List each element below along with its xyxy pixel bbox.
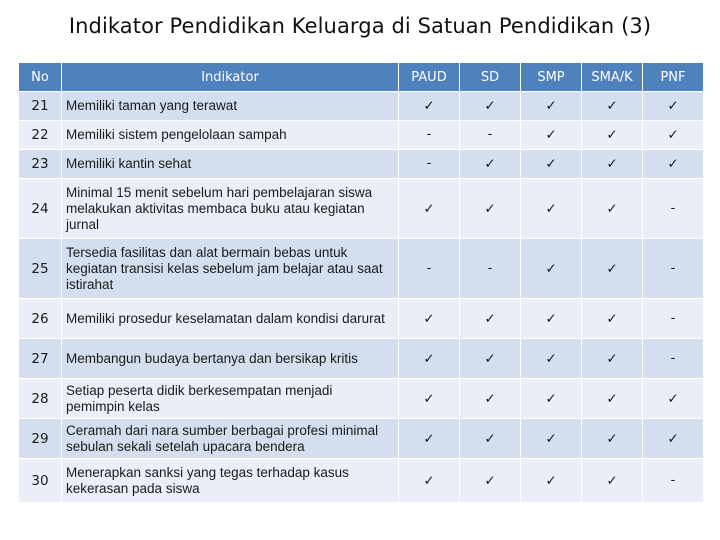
row-indicator-text: Ceramah dari nara sumber berbagai profesi minimal sebulan sekali setelah upacara bendera — [62, 419, 398, 458]
check-icon-smak: ✓ — [582, 150, 642, 178]
check-icon-smp: ✓ — [521, 92, 581, 120]
check-icon-smp: ✓ — [521, 299, 581, 338]
dash-mark-pnf: - — [643, 339, 703, 378]
check-icon-smak: ✓ — [582, 92, 642, 120]
header-indikator: Indikator — [62, 63, 398, 91]
row-indicator-text: Memiliki kantin sehat — [62, 150, 398, 178]
row-indicator-text: Memiliki sistem pengelolaan sampah — [62, 121, 398, 149]
table-row — [19, 459, 703, 502]
check-icon-smak: ✓ — [582, 419, 642, 458]
check-icon-smp: ✓ — [521, 379, 581, 418]
header-no: No — [19, 63, 61, 91]
table-header-row — [19, 63, 703, 91]
table-row — [19, 179, 703, 238]
indicator-table — [18, 62, 704, 503]
check-icon-smak: ✓ — [582, 379, 642, 418]
check-icon-pnf: ✓ — [643, 150, 703, 178]
dash-mark-paud: - — [399, 239, 459, 298]
header-smak: SMA/K — [582, 63, 642, 91]
row-number: 25 — [19, 239, 61, 298]
row-number: 27 — [19, 339, 61, 378]
check-icon-smp: ✓ — [521, 179, 581, 238]
row-number: 29 — [19, 419, 61, 458]
check-icon-sd: ✓ — [460, 379, 520, 418]
row-number: 30 — [19, 459, 61, 502]
check-icon-paud: ✓ — [399, 419, 459, 458]
dash-mark-paud: - — [399, 121, 459, 149]
check-icon-smp: ✓ — [521, 459, 581, 502]
row-indicator-text: Memiliki prosedur keselamatan dalam kondisi darurat — [62, 299, 398, 338]
row-indicator-text: Tersedia fasilitas dan alat bermain bebas untuk kegiatan transisi kelas sebelum jam belajar atau saat istirahat — [62, 239, 398, 298]
check-icon-smak: ✓ — [582, 179, 642, 238]
table-row — [19, 379, 703, 418]
row-indicator-text: Memiliki taman yang terawat — [62, 92, 398, 120]
check-icon-paud: ✓ — [399, 339, 459, 378]
check-icon-smak: ✓ — [582, 459, 642, 502]
check-icon-paud: ✓ — [399, 379, 459, 418]
check-icon-paud: ✓ — [399, 92, 459, 120]
check-icon-sd: ✓ — [460, 150, 520, 178]
row-indicator-text: Setiap peserta didik berkesempatan menjadi pemimpin kelas — [62, 379, 398, 418]
table-body — [19, 92, 703, 502]
check-icon-pnf: ✓ — [643, 379, 703, 418]
table-row — [19, 299, 703, 338]
table-row — [19, 339, 703, 378]
check-icon-smp: ✓ — [521, 150, 581, 178]
header-pnf: PNF — [643, 63, 703, 91]
dash-mark-pnf: - — [643, 239, 703, 298]
check-icon-pnf: ✓ — [643, 419, 703, 458]
dash-mark-sd: - — [460, 239, 520, 298]
table-row — [19, 121, 703, 149]
check-icon-sd: ✓ — [460, 179, 520, 238]
check-icon-pnf: ✓ — [643, 92, 703, 120]
check-icon-smp: ✓ — [521, 339, 581, 378]
header-sd: SD — [460, 63, 520, 91]
check-icon-sd: ✓ — [460, 339, 520, 378]
check-icon-smp: ✓ — [521, 419, 581, 458]
row-indicator-text: Membangun budaya bertanya dan bersikap kritis — [62, 339, 398, 378]
dash-mark-pnf: - — [643, 179, 703, 238]
row-indicator-text: Menerapkan sanksi yang tegas terhadap kasus kekerasan pada siswa — [62, 459, 398, 502]
check-icon-smp: ✓ — [521, 121, 581, 149]
table-row — [19, 150, 703, 178]
check-icon-paud: ✓ — [399, 459, 459, 502]
check-icon-smak: ✓ — [582, 339, 642, 378]
header-paud: PAUD — [399, 63, 459, 91]
row-number: 24 — [19, 179, 61, 238]
row-number: 28 — [19, 379, 61, 418]
row-number: 22 — [19, 121, 61, 149]
check-icon-pnf: ✓ — [643, 121, 703, 149]
check-icon-paud: ✓ — [399, 179, 459, 238]
row-number: 26 — [19, 299, 61, 338]
check-icon-sd: ✓ — [460, 459, 520, 502]
check-icon-sd: ✓ — [460, 419, 520, 458]
dash-mark-pnf: - — [643, 459, 703, 502]
row-indicator-text: Minimal 15 menit sebelum hari pembelajaran siswa melakukan aktivitas membaca buku atau kegiatan jurnal — [62, 179, 398, 238]
dash-mark-paud: - — [399, 150, 459, 178]
check-icon-sd: ✓ — [460, 299, 520, 338]
row-number: 21 — [19, 92, 61, 120]
table-row — [19, 239, 703, 298]
check-icon-smak: ✓ — [582, 239, 642, 298]
check-icon-smak: ✓ — [582, 299, 642, 338]
page-title: Indikator Pendidikan Keluarga di Satuan Pendidikan (3) — [68, 14, 652, 38]
dash-mark-sd: - — [460, 121, 520, 149]
header-smp: SMP — [521, 63, 581, 91]
table-row — [19, 419, 703, 458]
check-icon-sd: ✓ — [460, 92, 520, 120]
check-icon-smak: ✓ — [582, 121, 642, 149]
row-number: 23 — [19, 150, 61, 178]
table-row — [19, 92, 703, 120]
check-icon-paud: ✓ — [399, 299, 459, 338]
dash-mark-pnf: - — [643, 299, 703, 338]
check-icon-smp: ✓ — [521, 239, 581, 298]
